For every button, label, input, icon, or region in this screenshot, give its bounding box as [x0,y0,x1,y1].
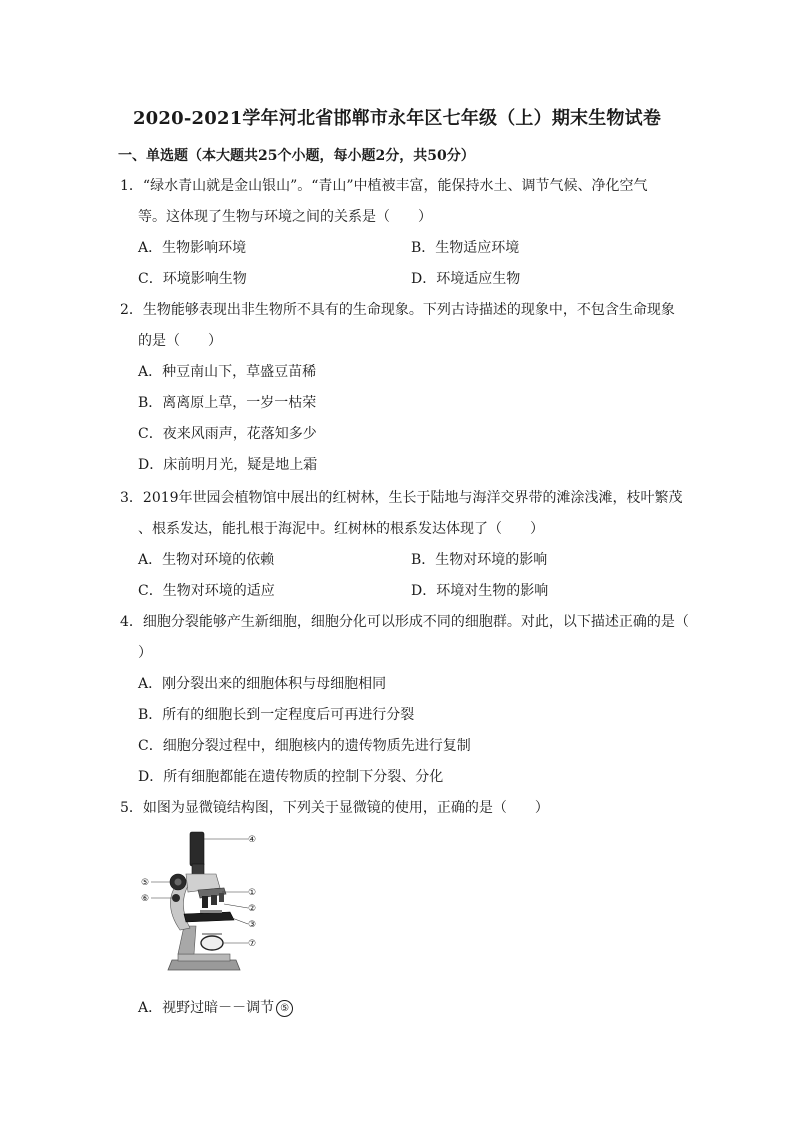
question-4-stem: 4．细胞分裂能够产生新细胞，细胞分化可以形成不同的细胞群。对此，以下描述正确的是（ [120,614,689,630]
question-1-option-c: C．环境影响生物 [138,271,247,287]
page-title: 2020-2021学年河北省邯郸市永年区七年级（上）期末生物试卷 [132,108,662,129]
question-5-stem: 5．如图为显微镜结构图，下列关于显微镜的使用，正确的是（ ） [120,800,549,816]
question-3-stem: 3．2019年世园会植物馆中展出的红树林，生长于陆地与海洋交界带的滩涂浅滩，枝叶繁茂 [120,490,683,506]
microscope-label-coarse-focus: ⑤ [140,878,150,888]
question-2-option-c: C．夜来风雨声，花落知多少 [138,426,317,442]
microscope-label-mirror: ⑦ [247,939,257,949]
question-4-option-b: B．所有的细胞长到一定程度后可再进行分裂 [138,707,415,723]
question-4-option-a: A．刚分裂出来的细胞体积与母细胞相同 [138,676,387,692]
question-1-stem-cont: 等。这体现了生物与环境之间的关系是（ ） [138,209,432,225]
question-3-stem-cont: 、根系发达，能扎根于海泥中。红树林的根系发达体现了（ ） [138,521,544,537]
question-2-option-a: A．种豆南山下，草盛豆苗稀 [138,364,317,380]
microscope-label-fine-focus: ⑥ [140,894,150,904]
question-4-option-d: D．所有细胞都能在遗传物质的控制下分裂、分化 [138,769,444,785]
section-heading: 一、单选题（本大题共25个小题，每小题2分，共50分） [118,148,475,164]
question-4-option-c: C．细胞分裂过程中，细胞核内的遗传物质先进行复制 [138,738,471,754]
question-5-option-a [138,999,293,1017]
question-2-option-b: B．离离原上草，一岁一枯荣 [138,395,317,411]
question-3-option-a: A．生物对环境的依赖 [138,552,275,568]
microscope-figure [138,830,266,982]
question-3-option-d: D．环境对生物的影响 [411,583,549,599]
microscope-label-eyepiece: ④ [247,835,257,845]
question-1-stem: 1．“绿水青山就是金山银山”。“青山”中植被丰富，能保持水土、调节气候、净化空气 [120,178,648,194]
question-2-stem: 2．生物能够表现出非生物所不具有的生命现象。下列古诗描述的现象中，不包含生命现象 [120,302,675,318]
microscope-label-stage: ③ [247,920,257,930]
question-2-option-d: D．床前明月光，疑是地上霜 [138,457,318,473]
question-2-stem-cont: 的是（ ） [138,333,222,349]
question-5-option-a-text: A．视野过暗－－调节 [138,1000,275,1016]
question-1-option-a: A．生物影响环境 [138,240,247,256]
microscope-label-objective: ② [247,904,257,914]
question-1-option-b: B．生物适应环境 [411,240,520,256]
microscope-label-nosepiece: ① [247,888,257,898]
question-1-option-d: D．环境适应生物 [411,271,521,287]
question-3-option-c: C．生物对环境的适应 [138,583,275,599]
question-5-option-a-mark: ⑤ [276,1000,293,1017]
question-3-option-b: B．生物对环境的影响 [411,552,548,568]
question-4-stem-cont: ） [138,645,152,661]
